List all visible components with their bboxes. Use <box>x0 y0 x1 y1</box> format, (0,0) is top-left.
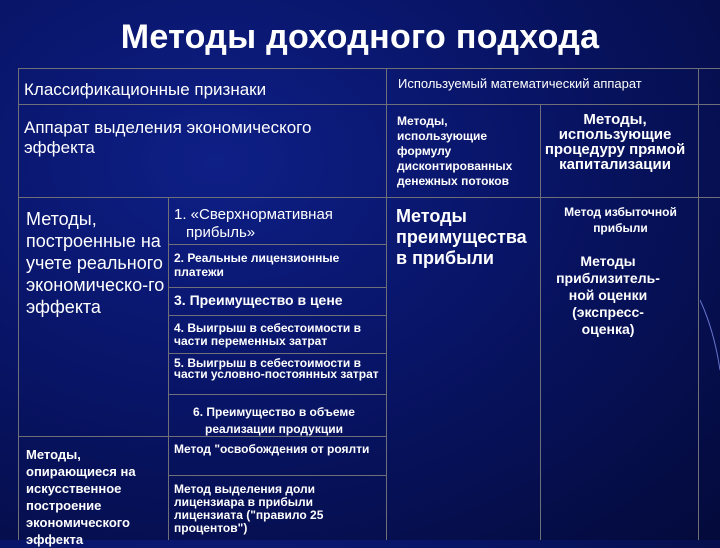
row1-capitalization-methods: Методы, использующие процедуру прямой капитализации <box>544 111 686 173</box>
excess-profit-method: Метод избыточной прибыли <box>564 205 677 235</box>
row-divider-3 <box>168 315 386 316</box>
method-excess-profit-line2: прибыль» <box>186 224 256 241</box>
row-divider-5 <box>168 394 386 395</box>
table-border-right <box>698 68 699 540</box>
row-divider-2 <box>168 287 386 288</box>
method-fixed-cost-gain: 5. Выигрыш в себестоимости в части условно-постоянных затрат <box>174 356 379 381</box>
header-math-apparatus: Используемый математический аппарат <box>398 76 642 91</box>
col-divider-1 <box>168 197 169 540</box>
method-excess-profit-line1: 1. «Сверхнормативная <box>174 206 333 223</box>
col-divider-2 <box>386 68 387 540</box>
method-license-payments: 2. Реальные лицензионные платежи <box>174 251 340 279</box>
table-row1-divider <box>18 197 720 198</box>
row1-label: Аппарат выделения экономического эффекта <box>24 118 312 157</box>
approximate-estimation-methods: Методы приблизитель-ной оценки (экспресс-оценка) <box>556 253 660 337</box>
table-header-divider <box>18 104 720 105</box>
row-divider-4 <box>168 353 386 354</box>
table-border-left <box>18 68 19 540</box>
profit-advantage-methods: Методы преимущества в прибыли <box>396 206 527 268</box>
method-variable-cost-gain: 4. Выигрыш в себестоимости в части переменных затрат <box>174 321 362 348</box>
method-volume-advantage: 6. Преимущество в объеме реализации продукции <box>193 405 355 436</box>
method-price-advantage: 3. Преимущество в цене <box>174 292 343 308</box>
row-divider-6 <box>168 475 386 476</box>
row1-dcf-methods: Методы, использующие формулу дисконтированных денежных потоков <box>397 114 513 188</box>
group2-label: Методы, опирающиеся на искусственное построение экономического эффекта <box>26 447 136 547</box>
decorative-arc <box>700 260 720 380</box>
page-title: Методы доходного подхода <box>120 18 600 56</box>
table-border-top <box>18 68 720 69</box>
row-divider-1 <box>168 244 386 245</box>
method-royalty-relief: Метод "освобождения от роялти <box>174 442 370 456</box>
header-classification: Классификационные признаки <box>24 80 267 99</box>
group1-label: Методы, построенные на учете реального экономическо-го эффекта <box>26 209 165 317</box>
method-excess-profit <box>174 206 374 242</box>
method-licensor-share: Метод выделения доли лицензиара в прибыли лицензиата ("правило 25 процентов") <box>174 482 324 535</box>
